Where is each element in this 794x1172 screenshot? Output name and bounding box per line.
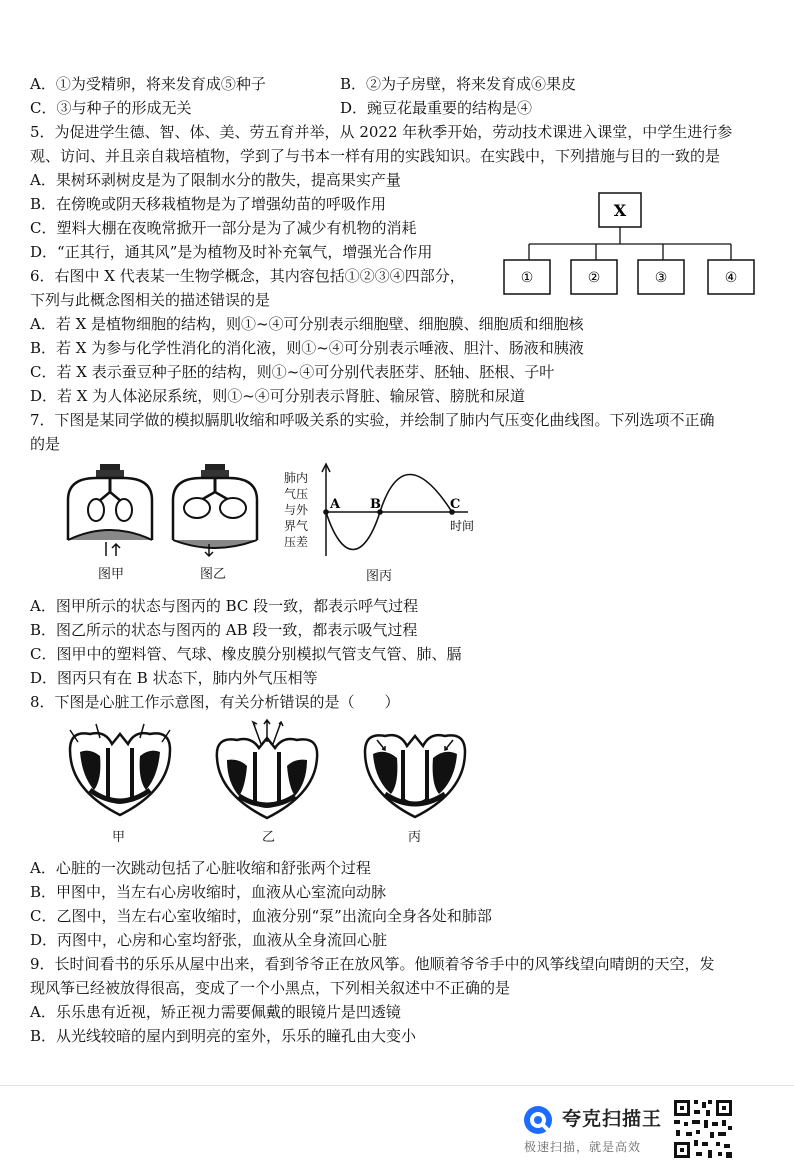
brand-name: 夸克扫描王	[562, 1108, 663, 1130]
q5-option-c: C．塑料大棚在夜晚常掀开一部分是为了减少有机物的消耗	[30, 219, 417, 237]
q5-stem-line1: 5．为促进学生德、智、体、美、劳五育并举，从 2022 年秋季开始，劳动技术课进入课堂，中学生进行参	[30, 123, 733, 141]
qr-code-icon	[672, 1098, 734, 1160]
q8-option-a: A．心脏的一次跳动包括了心脏收缩和舒张两个过程	[30, 859, 371, 877]
q4-option-d: D．豌豆花最重要的结构是④	[340, 99, 533, 117]
q9-option-a: A．乐乐患有近视，矫正视力需要佩戴的眼镜片是凹透镜	[30, 1003, 401, 1021]
heart-diagram-bing	[355, 722, 475, 822]
heart-yi-caption: 乙	[262, 830, 276, 845]
q9-stem-line1: 9．长时间看书的乐乐从屋中出来，看到爷爷正在放风筝。他顺着爷爷手中的风筝线望向晴朗的天空，发	[30, 955, 715, 973]
footer-divider	[0, 1085, 794, 1086]
ylabel-line-1: 肺内	[284, 471, 309, 485]
q6-option-d: D．若 X 为人体泌尿系统，则①~④可分别表示肾脏、输尿管、膀胱和尿道	[30, 387, 525, 405]
ylabel-line-5: 压差	[284, 535, 309, 549]
q7-option-c: C．图甲中的塑料管、气球、橡皮膜分别模拟气管支气管、肺、膈	[30, 645, 462, 663]
point-a-dot	[323, 509, 329, 515]
q7-stem-line2: 的是	[30, 435, 61, 453]
heart-jia-caption: 甲	[112, 830, 126, 845]
point-c-label: C	[450, 497, 461, 512]
ylabel-line-3: 与外	[284, 503, 309, 517]
q8-option-c: C．乙图中，当左右心室收缩时，血液分别“泵”出流向全身各处和肺部	[30, 907, 492, 925]
q5-option-d: D．“正其行，通其风”是为植物及时补充氧气，增强光合作用	[30, 243, 433, 261]
brand-slogan: 极速扫描，就是高效	[524, 1140, 642, 1154]
q4-option-a: A．①为受精卵，将来发育成⑤种子	[30, 75, 266, 93]
point-b-label: B	[370, 497, 381, 512]
q9-stem-line2: 现风筝已经被放得很高，变成了一个小黑点，下列相关叙述中不正确的是	[30, 979, 511, 997]
scanner-brand	[522, 1098, 672, 1158]
ylabel-line-2: 气压	[284, 487, 309, 501]
q6-stem-line2: 下列与此概念图相关的描述错误的是	[30, 291, 271, 309]
q6-option-a: A．若 X 是植物细胞的结构，则①~④可分别表示细胞壁、细胞膜、细胞质和细胞核	[30, 315, 584, 333]
q6-stem-line1: 6．右图中 X 代表某一生物学概念，其内容包括①②③④四部分，	[30, 267, 465, 285]
ylabel-line-4: 界气	[284, 519, 309, 533]
heart-diagram-jia	[60, 720, 180, 820]
q5-stem-line2: 观、访问、并且亲自栽培植物，学到了与书本一样有用的实践知识。在实践中，下列措施与目的一致的是	[30, 147, 721, 165]
bell-jar-model-yi	[165, 460, 265, 560]
q8-option-d: D．丙图中，心房和心室均舒张，血液从全身流回心脏	[30, 931, 388, 949]
heart-diagram-yi	[205, 718, 330, 822]
q7-option-d: D．图丙只有在 B 状态下，肺内外气压相等	[30, 669, 318, 687]
q6-option-c: C．若 X 表示蚕豆种子胚的结构，则①~④可分别代表胚芽、胚轴、胚根、子叶	[30, 363, 555, 381]
q5-option-b: B．在傍晚或阴天移栽植物是为了增强幼苗的呼吸作用	[30, 195, 387, 213]
bell-jar-model-jia	[60, 460, 160, 560]
concept-child-label-3: ③	[654, 270, 668, 286]
q9-option-b: B．从光线较暗的屋内到明亮的室外，乐乐的瞳孔由大变小	[30, 1027, 417, 1045]
point-a-label: A	[330, 497, 341, 512]
fig-yi-caption: 图乙	[200, 567, 227, 582]
q4-option-c: C．③与种子的形成无关	[30, 99, 192, 117]
q5-option-a: A．果树环剥树皮是为了限制水分的散失，提高果实产量	[30, 171, 401, 189]
pressure-xlabel: 时间	[450, 519, 475, 533]
q7-option-b: B．图乙所示的状态与图丙的 AB 段一致，都表示吸气过程	[30, 621, 418, 639]
q6-option-b: B．若 X 为参与化学性消化的消化液，则①~④可分别表示唾液、胆汁、肠液和胰液	[30, 339, 584, 357]
q8-option-b: B．甲图中，当左右心房收缩时，血液从心室流向动脉	[30, 883, 387, 901]
q4-option-b: B．②为子房壁，将来发育成⑥果皮	[340, 75, 577, 93]
pressure-ylabel	[284, 470, 308, 550]
quark-logo-icon	[522, 1104, 554, 1136]
q7-stem-line1: 7．下图是某同学做的模拟膈肌收缩和呼吸关系的实验，并绘制了肺内气压变化曲线图。下列选项不正确	[30, 411, 715, 429]
concept-child-label-1: ①	[520, 270, 534, 286]
concept-child-label-2: ②	[587, 270, 601, 286]
q6-concept-diagram	[495, 190, 770, 302]
concept-root-label: X	[613, 201, 627, 220]
q8-stem: 8．下图是心脏工作示意图，有关分析错误的是（ ）	[30, 693, 400, 711]
pressure-curve-chart	[318, 462, 490, 562]
q7-option-a: A．图甲所示的状态与图丙的 BC 段一致，都表示呼气过程	[30, 597, 419, 615]
heart-bing-caption: 丙	[408, 830, 422, 845]
fig-bing-caption: 图丙	[366, 569, 393, 584]
concept-child-label-4: ④	[724, 270, 738, 286]
fig-jia-caption: 图甲	[98, 567, 125, 582]
